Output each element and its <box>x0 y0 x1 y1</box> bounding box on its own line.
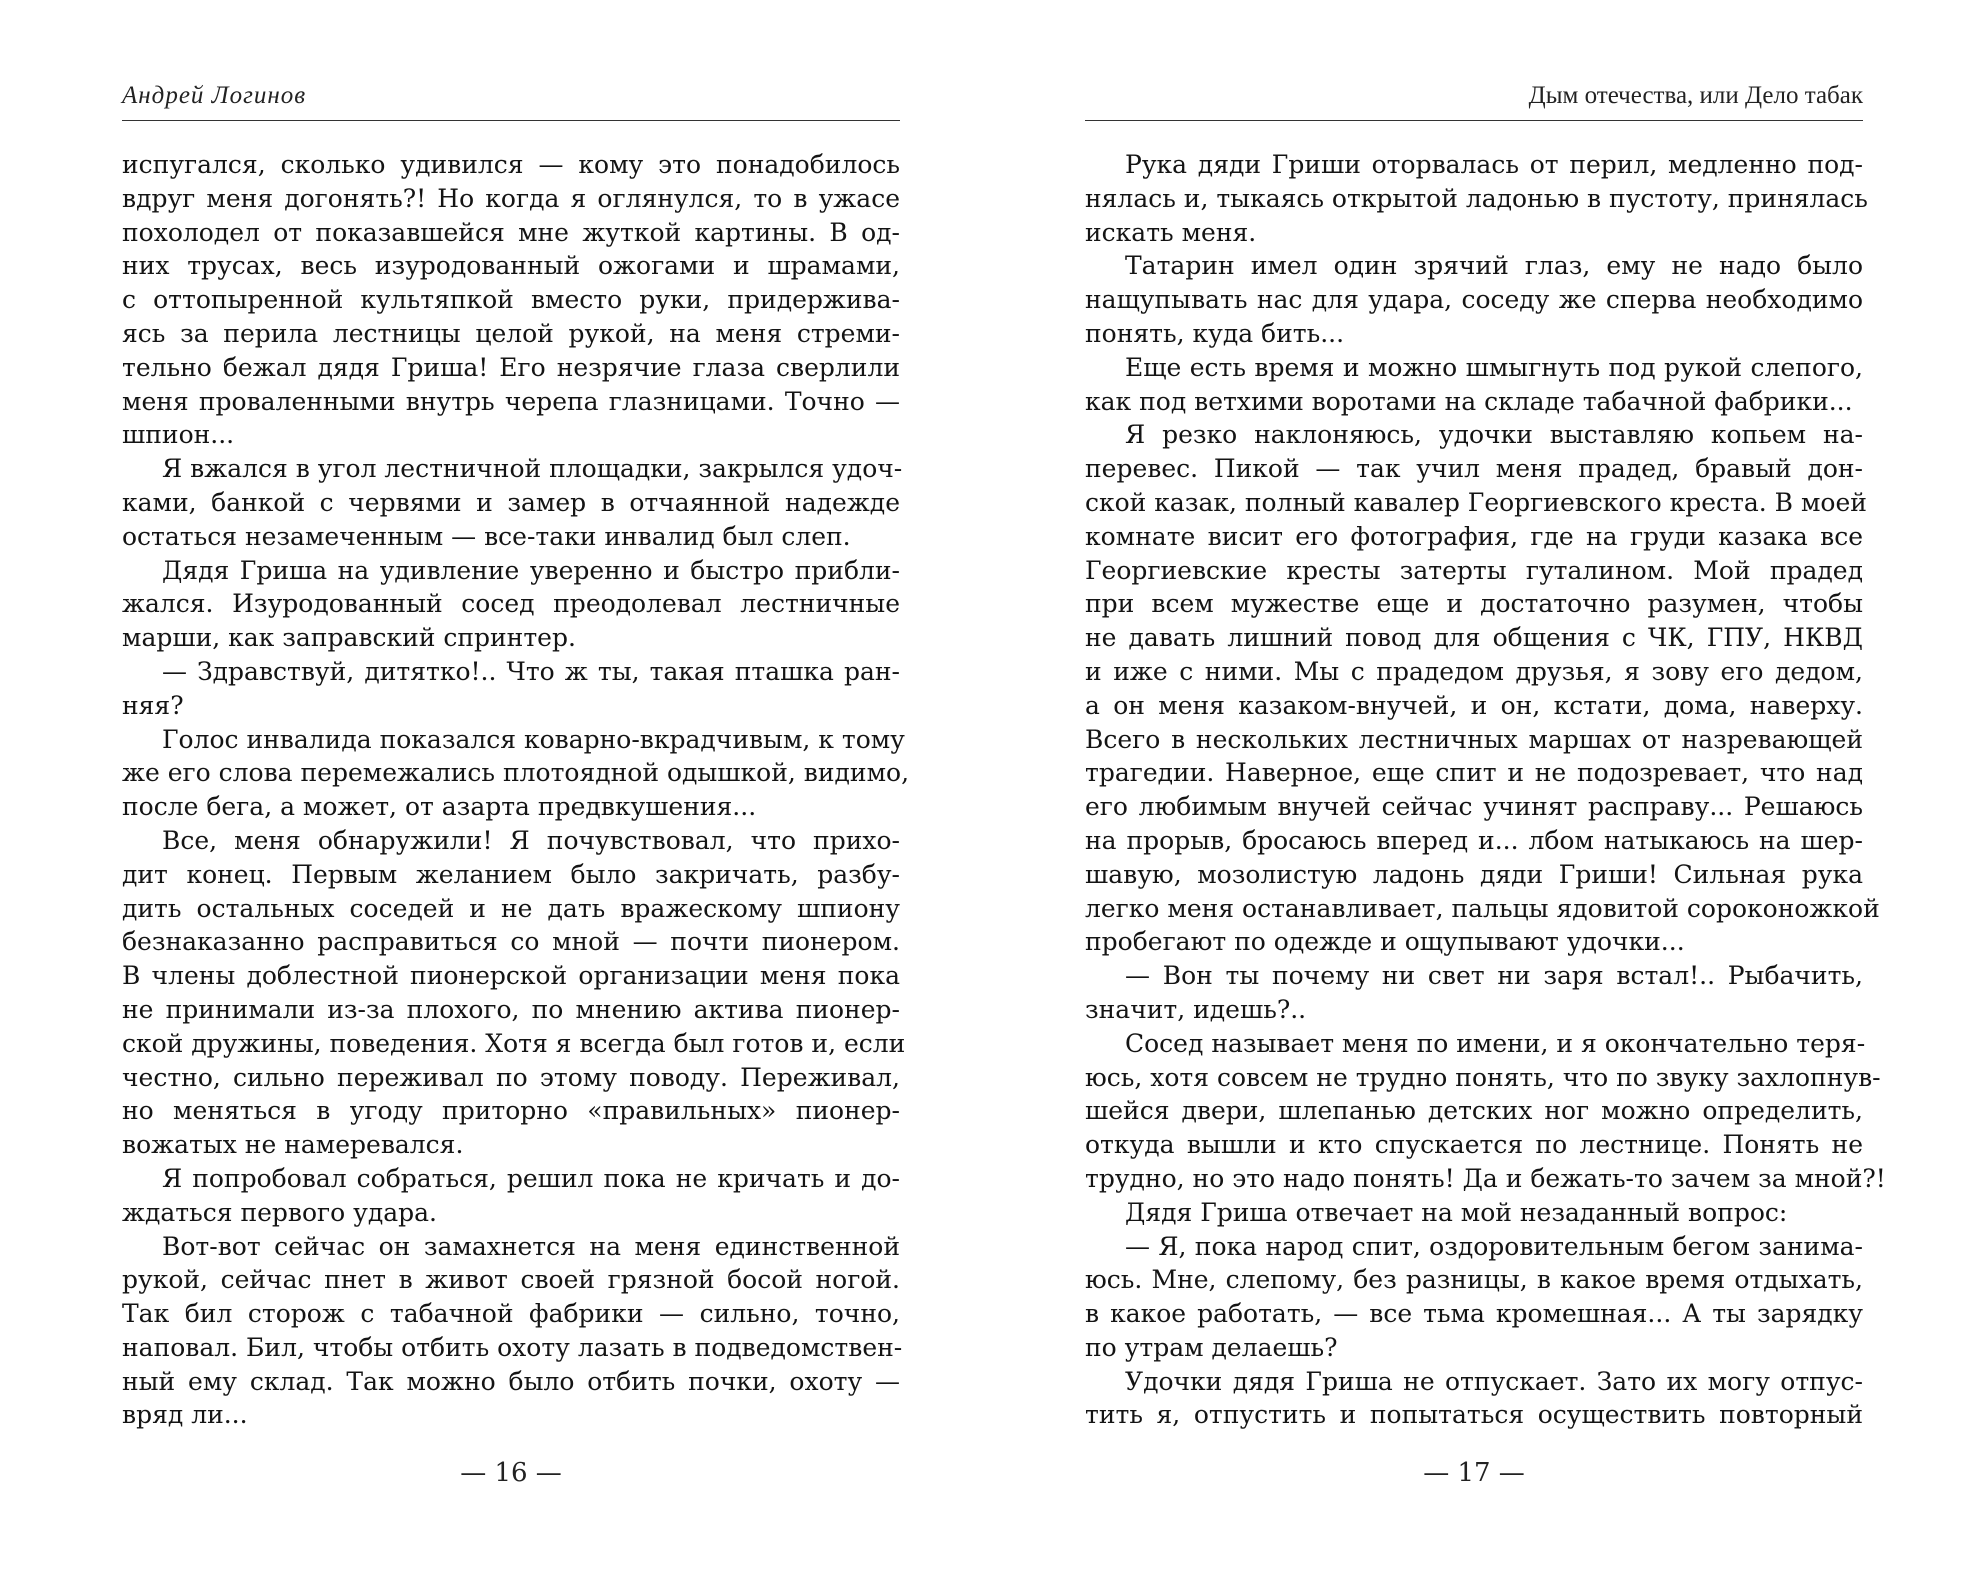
running-head-author: Андрей Логинов <box>122 82 900 121</box>
text-line: наповал. Бил, чтобы отбить охоту лазать в подведомствен- <box>122 1332 903 1362</box>
text-line: шпион... <box>122 420 235 450</box>
text-line: шейся двери, шлепанью детских ног можно определить, <box>1085 1096 1863 1126</box>
text-line: вожатых не намеревался. <box>122 1130 464 1160</box>
text-line: честно, сильно переживал по этому поводу. Переживал, <box>122 1062 900 1092</box>
text-line: ждаться первого удара. <box>122 1197 438 1227</box>
left-page-body-text <box>122 148 910 1432</box>
text-line: Вот-вот сейчас он замахнется на меня единственной <box>162 1231 900 1261</box>
text-line: них трусах, весь изуродованный ожогами и шрамами, <box>122 251 900 281</box>
text-line: легко меня останавливает, пальцы ядовитой сороконожкой <box>1085 893 1880 923</box>
text-line: вряд ли... <box>122 1400 248 1430</box>
text-line: с оттопыренной культяпкой вместо руки, придержива- <box>122 285 900 315</box>
text-line: нащупывать нас для удара, соседу же сперва необходимо <box>1085 285 1863 315</box>
text-line: Голос инвалида показался коварно-вкрадчивым, к тому <box>162 724 905 754</box>
text-line: безнаказанно расправиться со мной — почти пионером. <box>122 927 900 957</box>
text-line: Рука дяди Гриши оторвалась от перил, медленно под- <box>1125 150 1863 179</box>
text-line: Всего в нескольких лестничных маршах от назревающей <box>1085 724 1863 754</box>
text-line: Еще есть время и можно шмыгнуть под рукой слепого, <box>1125 352 1863 382</box>
text-line: комнате висит его фотография, где на груди казака все <box>1085 521 1863 551</box>
text-line: жался. Изуродованный сосед преодолевал лестничные <box>122 589 900 619</box>
text-line: Дядя Гриша отвечает на мой незаданный вопрос: <box>1125 1197 1788 1227</box>
text-line: юсь. Мне, слепому, без разницы, в какое время отдыхать, <box>1085 1265 1863 1295</box>
text-line: откуда вышли и кто спускается по лестнице. Понять не <box>1085 1130 1863 1160</box>
text-line: меня проваленными внутрь черепа глазницами. Точно — <box>122 386 900 416</box>
text-line: трудно, но это надо понять! Да и бежать-то зачем за мной?! <box>1085 1163 1886 1193</box>
text-line: дить остальных соседей и не дать вражескому шпиону <box>122 893 900 923</box>
text-line: не принимали из-за плохого, по мнению актива пионер- <box>122 994 900 1024</box>
text-line: Георгиевские кресты затерты гуталином. Мой прадед <box>1085 555 1863 585</box>
left-page <box>122 0 910 1575</box>
text-line: на прорыв, бросаюсь вперед и... лбом натыкаюсь на шер- <box>1085 825 1863 855</box>
text-line: как под ветхими воротами на складе табачной фабрики... <box>1085 386 1853 416</box>
text-line: значит, идешь?.. <box>1085 994 1307 1024</box>
text-line: юсь, хотя совсем не трудно понять, что по звуку захлопнув- <box>1085 1062 1881 1092</box>
text-line: перевес. Пикой — так учил меня прадед, бравый дон- <box>1085 454 1863 484</box>
text-line: В члены доблестной пионерской организации меня пока <box>122 961 900 991</box>
text-line: и иже с ними. Мы с прадедом друзья, я зову его дедом, <box>1085 656 1863 686</box>
text-line: — Вон ты почему ни свет ни заря встал!.. Рыбачить, <box>1125 961 1863 991</box>
text-line: остаться незамеченным — все-таки инвалид был слеп. <box>122 521 851 551</box>
right-page <box>1085 0 1886 1575</box>
text-line: при всем мужестве еще и достаточно разумен, чтобы <box>1085 589 1863 619</box>
text-line: шавую, мозолистую ладонь дяди Гриши! Сильная рука <box>1085 859 1863 889</box>
text-line: ный ему склад. Так можно было отбить почки, охоту — <box>122 1366 900 1396</box>
text-line: — Здравствуй, дитятко!.. Что ж ты, такая пташка ран- <box>162 656 900 686</box>
text-line: а он меня казаком-внучей, и он, кстати, дома, наверху. <box>1085 690 1863 720</box>
text-line: тить я, отпустить и попытаться осуществить повторный <box>1085 1400 1863 1430</box>
text-line: Удочки дядя Гриша не отпускает. Зато их могу отпус- <box>1125 1366 1863 1396</box>
text-line: Так бил сторож с табачной фабрики — сильно, точно, <box>122 1299 900 1329</box>
text-line: рукой, сейчас пнет в живот своей грязной босой ногой. <box>122 1265 900 1295</box>
text-line: Татарин имел один зрячий глаз, ему не надо было <box>1125 251 1863 281</box>
text-line: в какое работать, — все тьма кромешная... А ты зарядку <box>1085 1299 1863 1329</box>
text-line: трагедии. Наверное, еще спит и не подозревает, что над <box>1085 758 1863 788</box>
text-line: дит конец. Первым желанием было закричать, разбу- <box>122 859 900 889</box>
text-line: няя? <box>122 690 184 720</box>
text-line: ской дружины, поведения. Хотя я всегда был готов и, если <box>122 1028 906 1058</box>
running-head-title: Дым отечества, или Дело табак <box>1085 82 1863 121</box>
text-line: искать меня. <box>1085 217 1257 247</box>
text-line: Я попробовал собраться, решил пока не кричать и до- <box>162 1163 900 1193</box>
text-line: вдруг меня догонять?! Но когда я оглянулся, то в ужасе <box>122 183 900 213</box>
text-line: после бега, а может, от азарта предвкушения... <box>122 792 757 822</box>
page-number-right: — 17 — <box>1423 1458 1525 1488</box>
text-line: не давать лишний повод для общения с ЧК, ГПУ, НКВД <box>1085 623 1863 653</box>
text-line: испугался, сколько удивился — кому это понадобилось <box>122 150 900 179</box>
text-line: Я вжался в угол лестничной площадки, закрылся удоч- <box>162 454 903 484</box>
text-line: Я резко наклоняюсь, удочки выставляю копьем на- <box>1125 420 1863 450</box>
text-line: ской казак, полный кавалер Георгиевского креста. В моей <box>1085 487 1867 517</box>
text-line: марши, как заправский спринтер. <box>122 623 576 653</box>
text-line: понять, куда бить... <box>1085 318 1345 348</box>
text-line: похолодел от показавшейся мне жуткой картины. В од- <box>122 217 900 247</box>
text-line: его любимым внучей сейчас учинят расправу... Решаюсь <box>1085 792 1863 822</box>
text-line: нялась и, тыкаясь открытой ладонью в пустоту, принялась <box>1085 183 1868 213</box>
text-line: же его слова перемежались плотоядной одышкой, видимо, <box>122 758 910 788</box>
text-line: тельно бежал дядя Гриша! Его незрячие глаза сверлили <box>122 352 900 382</box>
page-number-left: — 16 — <box>460 1458 562 1488</box>
text-line: пробегают по одежде и ощупывают удочки... <box>1085 927 1685 957</box>
text-line: Все, меня обнаружили! Я почувствовал, что прихо- <box>162 825 900 855</box>
text-line: Дядя Гриша на удивление уверенно и быстро прибли- <box>162 555 900 585</box>
text-line: — Я, пока народ спит, оздоровительным бегом занима- <box>1125 1231 1863 1261</box>
right-page-body-text <box>1085 148 1886 1432</box>
text-line: Сосед называет меня по имени, и я окончательно теря- <box>1125 1028 1866 1058</box>
text-line: но меняться в угоду приторно «правильных» пионер- <box>122 1096 900 1126</box>
text-line: ясь за перила лестницы целой рукой, на меня стреми- <box>122 318 900 348</box>
text-line: по утрам делаешь? <box>1085 1332 1338 1362</box>
text-line: ками, банкой с червями и замер в отчаянной надежде <box>122 487 900 517</box>
